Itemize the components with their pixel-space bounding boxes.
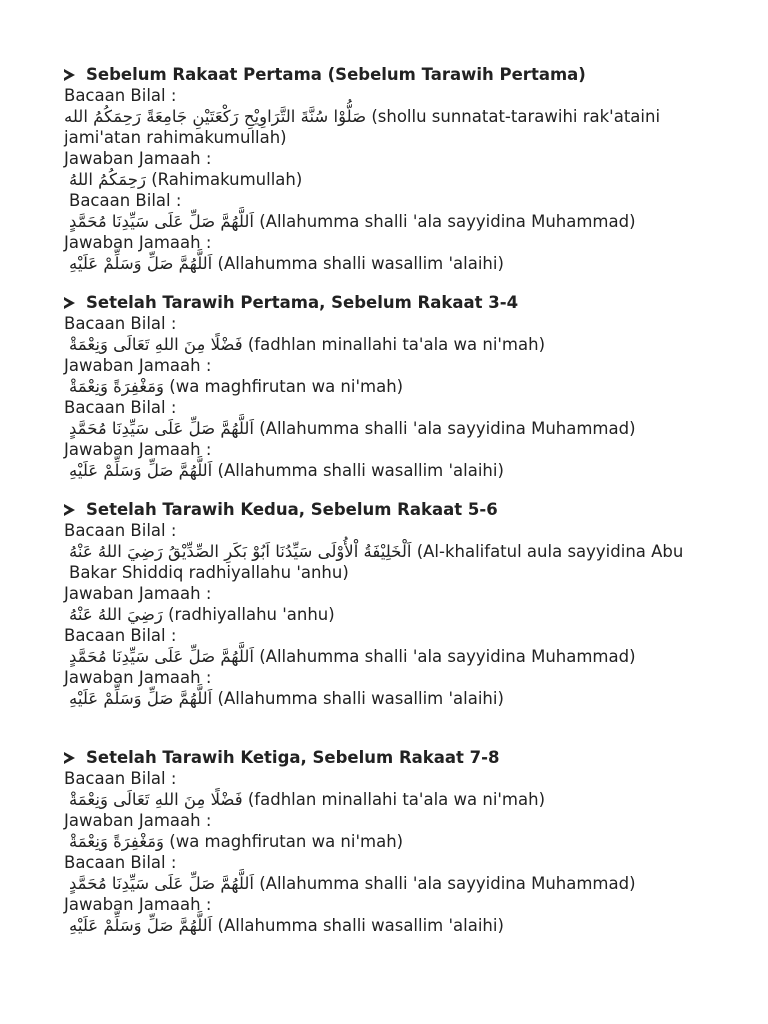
latin-text: (Allahumma shalli wasallim 'alaihi) bbox=[217, 461, 504, 480]
latin-text: (Allahumma shalli 'ala sayyidina Muhammad) bbox=[259, 212, 636, 231]
section-heading bbox=[64, 292, 728, 313]
arabic-text: اَللَّهُمَّ صَلِّ عَلَى سَيِّدِنَا مُحَمَّدٍ bbox=[69, 647, 254, 666]
recitation-line bbox=[64, 211, 728, 232]
recitation-line bbox=[64, 541, 728, 583]
section-3 bbox=[64, 499, 728, 709]
latin-text: (Allahumma shalli wasallim 'alaihi) bbox=[217, 254, 504, 273]
arabic-text: صَلُّوْا سُنَّةَ التَّرَاوِيْحِ رَكْعَتَيْنِ جَامِعَةً رَحِمَكُمُ الله bbox=[64, 107, 367, 126]
arabic-text: رَضِيَ اللهُ عَنْهُ bbox=[69, 605, 163, 624]
section-heading-text: Setelah Tarawih Pertama, Sebelum Rakaat 3-4 bbox=[86, 293, 519, 312]
label-jawaban-jamaah: Jawaban Jamaah : bbox=[64, 233, 212, 252]
recitation-line bbox=[64, 688, 728, 709]
section-heading-text: Setelah Tarawih Ketiga, Sebelum Rakaat 7-8 bbox=[86, 748, 500, 767]
section-heading bbox=[64, 499, 728, 520]
arabic-text: اَللَّهُمَّ صَلِّ وَسَلِّمْ عَلَيْهِ bbox=[69, 254, 213, 273]
section-1 bbox=[64, 64, 728, 274]
arabic-text: وَمَغْفِرَةً وَنِعْمَةْ bbox=[69, 377, 165, 396]
section-heading-text: Sebelum Rakaat Pertama (Sebelum Tarawih Pertama) bbox=[86, 65, 586, 84]
label-jawaban-jamaah: Jawaban Jamaah : bbox=[64, 584, 212, 603]
label-jawaban-jamaah: Jawaban Jamaah : bbox=[64, 440, 212, 459]
arabic-text: اَللَّهُمَّ صَلِّ وَسَلِّمْ عَلَيْهِ bbox=[69, 689, 213, 708]
arabic-text: فَضْلًا مِنَ اللهِ تَعَالَى وَنِعْمَةْ bbox=[69, 335, 243, 354]
latin-text: (Allahumma shalli wasallim 'alaihi) bbox=[217, 916, 504, 935]
arabic-text: اَلْخَلِيْفَةُ اْلأُوْلَى سَيِّدُنَا اَبُوْ بَكَرِ الصِّدِّيْقُ رَضِيَ اللهُ عَنْهُ bbox=[69, 542, 412, 561]
latin-text: (Rahimakumullah) bbox=[151, 170, 303, 189]
arrow-bullet-icon bbox=[64, 297, 75, 309]
recitation-line bbox=[64, 915, 728, 936]
arrow-bullet-icon bbox=[64, 752, 75, 764]
label-jawaban-jamaah: Jawaban Jamaah : bbox=[64, 149, 212, 168]
recitation-line bbox=[64, 789, 728, 810]
recitation-line bbox=[64, 873, 728, 894]
latin-text: (Allahumma shalli wasallim 'alaihi) bbox=[217, 689, 504, 708]
label-bacaan-bilal: Bacaan Bilal : bbox=[64, 521, 177, 540]
arrow-bullet-icon bbox=[64, 69, 75, 81]
label-bacaan-bilal: Bacaan Bilal : bbox=[64, 314, 177, 333]
section-2 bbox=[64, 292, 728, 481]
arabic-text: اَللَّهُمَّ صَلِّ وَسَلِّمْ عَلَيْهِ bbox=[69, 461, 213, 480]
arabic-text: رَحِمَكُمُ اللهُ bbox=[69, 170, 146, 189]
label-jawaban-jamaah: Jawaban Jamaah : bbox=[64, 895, 212, 914]
arabic-text: اَللَّهُمَّ صَلِّ عَلَى سَيِّدِنَا مُحَمَّدٍ bbox=[69, 419, 254, 438]
recitation-line bbox=[64, 253, 728, 274]
recitation-line bbox=[64, 169, 728, 190]
latin-text: (shollu sunnatat-tarawihi rak'ataini jami'atan rahimakumullah) bbox=[64, 107, 661, 147]
label-bacaan-bilal: Bacaan Bilal : bbox=[64, 853, 177, 872]
recitation-line bbox=[64, 334, 728, 355]
recitation-line bbox=[64, 376, 728, 397]
recitation-line bbox=[64, 831, 728, 852]
arabic-text: فَضْلًا مِنَ اللهِ تَعَالَى وَنِعْمَةْ bbox=[69, 790, 243, 809]
arabic-text: اَللَّهُمَّ صَلِّ عَلَى سَيِّدِنَا مُحَمَّدٍ bbox=[69, 874, 254, 893]
latin-text: (Allahumma shalli 'ala sayyidina Muhammad) bbox=[259, 874, 636, 893]
label-jawaban-jamaah: Jawaban Jamaah : bbox=[64, 356, 212, 375]
recitation-line bbox=[64, 646, 728, 667]
latin-text: (Allahumma shalli 'ala sayyidina Muhammad) bbox=[259, 647, 636, 666]
label-bacaan-bilal: Bacaan Bilal : bbox=[64, 626, 177, 645]
recitation-line bbox=[64, 604, 728, 625]
latin-text: (wa maghfirutan wa ni'mah) bbox=[169, 377, 404, 396]
section-4 bbox=[64, 747, 728, 936]
arrow-bullet-icon bbox=[64, 504, 75, 516]
label-bacaan-bilal: Bacaan Bilal : bbox=[69, 191, 182, 210]
arabic-text: اَللَّهُمَّ صَلِّ عَلَى سَيِّدِنَا مُحَمَّدٍ bbox=[69, 212, 254, 231]
section-heading bbox=[64, 747, 728, 768]
latin-text: (radhiyallahu 'anhu) bbox=[168, 605, 335, 624]
arabic-text: اَللَّهُمَّ صَلِّ وَسَلِّمْ عَلَيْهِ bbox=[69, 916, 213, 935]
arabic-text: وَمَغْفِرَةً وَنِعْمَةْ bbox=[69, 832, 165, 851]
label-bacaan-bilal: Bacaan Bilal : bbox=[64, 86, 177, 105]
latin-text: (fadhlan minallahi ta'ala wa ni'mah) bbox=[247, 790, 546, 809]
latin-text: (Allahumma shalli 'ala sayyidina Muhammad) bbox=[259, 419, 636, 438]
section-heading bbox=[64, 64, 728, 85]
label-bacaan-bilal: Bacaan Bilal : bbox=[64, 769, 177, 788]
recitation-line bbox=[64, 460, 728, 481]
latin-text: (wa maghfirutan wa ni'mah) bbox=[169, 832, 404, 851]
label-jawaban-jamaah: Jawaban Jamaah : bbox=[64, 668, 212, 687]
label-bacaan-bilal: Bacaan Bilal : bbox=[64, 398, 177, 417]
section-heading-text: Setelah Tarawih Kedua, Sebelum Rakaat 5-6 bbox=[86, 500, 498, 519]
latin-text: (fadhlan minallahi ta'ala wa ni'mah) bbox=[247, 335, 546, 354]
latin-text: (Al-khalifatul aula sayyidina Abu Bakar Shiddiq radhiyallahu 'anhu) bbox=[69, 542, 684, 582]
recitation-line bbox=[64, 106, 728, 148]
recitation-line bbox=[64, 418, 728, 439]
label-jawaban-jamaah: Jawaban Jamaah : bbox=[64, 811, 212, 830]
